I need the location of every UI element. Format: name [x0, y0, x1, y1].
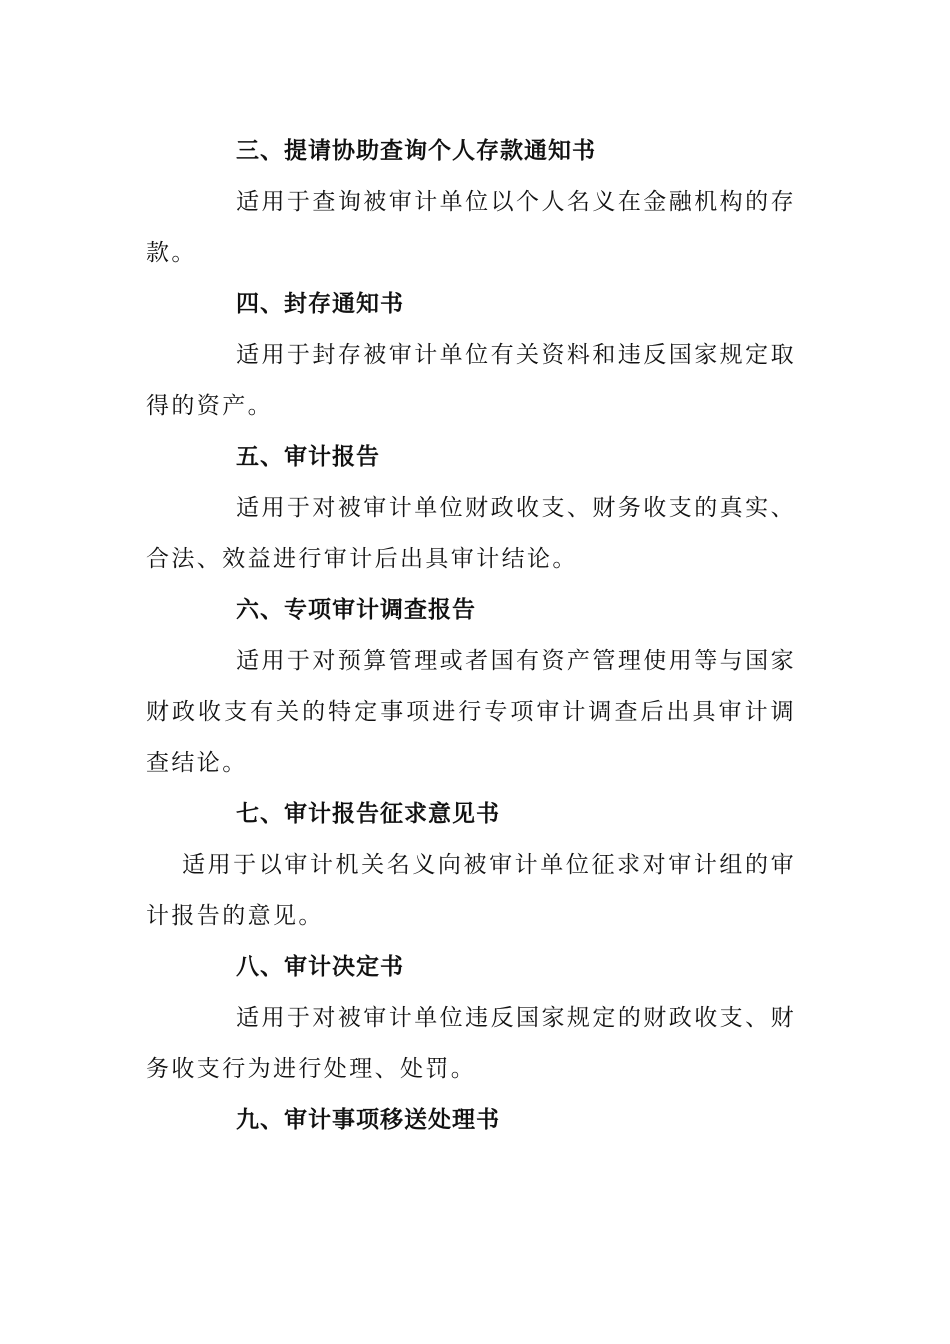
- section-heading-7: 七、审计报告征求意见书: [236, 801, 500, 827]
- section-heading-8: 八、审计决定书: [236, 954, 404, 980]
- section-heading-6: 六、专项审计调查报告: [236, 597, 476, 623]
- section-body-7: 适用于以审计机关名义向被审计单位征求对审计组的审计报告的意见。: [146, 852, 796, 929]
- section-heading-4: 四、封存通知书: [236, 291, 404, 317]
- section-body-5: 适用于对被审计单位财政收支、财务收支的真实、合法、效益进行审计后出具审计结论。: [146, 495, 796, 572]
- section-body-3: 适用于查询被审计单位以个人名义在金融机构的存款。: [146, 189, 796, 266]
- section-heading-9: 九、审计事项移送处理书: [236, 1107, 500, 1133]
- section-body-4: 适用于封存被审计单位有关资料和违反国家规定取得的资产。: [146, 342, 796, 419]
- section-body-8: 适用于对被审计单位违反国家规定的财政收支、财务收支行为进行处理、处罚。: [146, 1005, 796, 1082]
- section-heading-5: 五、审计报告: [236, 444, 380, 470]
- document-body: [146, 126, 796, 1146]
- section-heading-3: 三、提请协助查询个人存款通知书: [236, 138, 596, 164]
- section-body-6: 适用于对预算管理或者国有资产管理使用等与国家财政收支有关的特定事项进行专项审计调查后出具审计调查结论。: [146, 648, 796, 776]
